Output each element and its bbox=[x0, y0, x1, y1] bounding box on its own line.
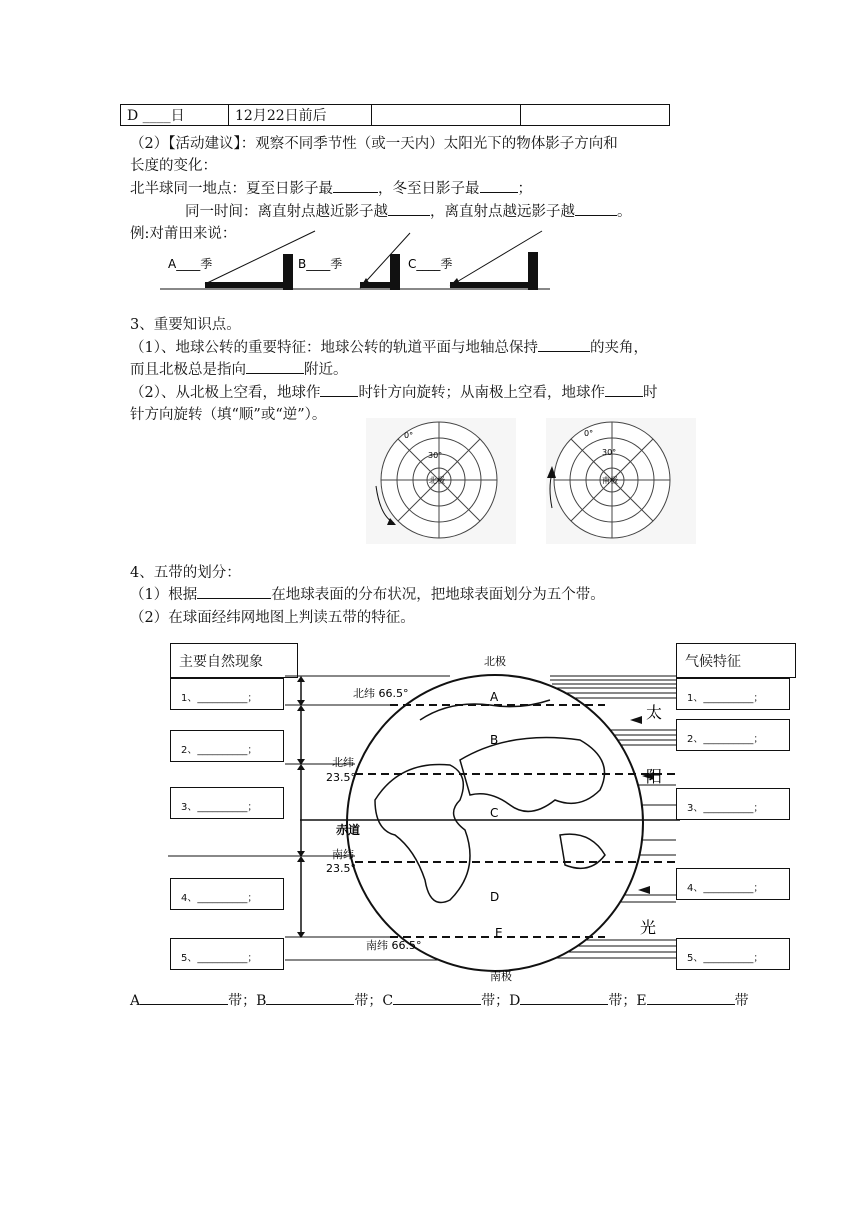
text: A bbox=[130, 993, 141, 1009]
lat-n235-label-a: 北纬 bbox=[332, 756, 354, 769]
rotation-line bbox=[130, 381, 657, 402]
polar-view-diagrams bbox=[366, 418, 706, 544]
shadow-label-a: A____季 bbox=[168, 257, 213, 271]
zone-d-label: D bbox=[490, 890, 500, 904]
text: 的夹角， bbox=[589, 340, 648, 356]
equator-label: 赤道 bbox=[336, 823, 361, 837]
shadow-label-c: C____季 bbox=[408, 257, 453, 271]
revolution-feature-line bbox=[130, 336, 648, 357]
item-text: 3、__________； bbox=[181, 802, 258, 813]
deg-0-label: 0° bbox=[584, 429, 594, 438]
text: ，离直射点越远影子越 bbox=[430, 204, 575, 220]
text: 时 bbox=[642, 385, 658, 401]
phenomenon-box-5[interactable] bbox=[170, 938, 284, 970]
climate-box-5[interactable] bbox=[676, 938, 790, 970]
left-header: 主要自然现象 bbox=[179, 654, 263, 670]
item-text: 2、__________； bbox=[181, 745, 258, 756]
text: 带；D bbox=[481, 993, 521, 1009]
table-cell: 12月22日前后 bbox=[229, 105, 372, 126]
text: 附近。 bbox=[304, 362, 348, 378]
lat-s665-label: 南纬 66.5° bbox=[366, 939, 422, 952]
zone-a-label: A bbox=[490, 690, 499, 704]
text: （2）、从北极上空看，地球作 bbox=[130, 385, 321, 401]
text: ； bbox=[517, 181, 532, 197]
blank[interactable] bbox=[480, 178, 518, 193]
section3-title: 3、重要知识点。 bbox=[130, 317, 241, 333]
blank[interactable] bbox=[538, 337, 590, 352]
text: 而且北极总是指向 bbox=[130, 362, 246, 378]
text: ，冬至日影子最 bbox=[378, 181, 480, 197]
deg-0-label: 0° bbox=[404, 431, 414, 440]
text: 北半球同一地点：夏至日影子最 bbox=[130, 181, 333, 197]
blank[interactable] bbox=[197, 584, 271, 599]
text: 带；C bbox=[354, 993, 394, 1009]
climate-box-4[interactable] bbox=[676, 868, 790, 900]
north-pole-label: 北极 bbox=[484, 655, 506, 668]
sunlight-label-2: 阳 bbox=[646, 767, 663, 786]
blank[interactable] bbox=[647, 990, 735, 1005]
lat-n235-label-b: 23.5° bbox=[326, 771, 356, 784]
blank[interactable] bbox=[605, 382, 643, 397]
activity-line-2: 长度的变化： bbox=[130, 158, 217, 174]
climate-box-3[interactable] bbox=[676, 788, 790, 820]
shadow-diagram bbox=[160, 228, 560, 294]
blank[interactable] bbox=[520, 990, 608, 1005]
deg-30-label: 30° bbox=[428, 451, 443, 460]
phenomenon-box-4[interactable] bbox=[170, 878, 284, 910]
example-line: 例:对莆田来说： bbox=[130, 226, 237, 242]
shadow-direct-point-line bbox=[185, 200, 632, 221]
zone-b-label: B bbox=[490, 733, 499, 747]
text: 。 bbox=[617, 204, 632, 220]
sunlight-label-3: 光 bbox=[640, 918, 657, 937]
item-text: 5、__________； bbox=[181, 953, 258, 964]
south-pole-label: 南极 bbox=[490, 970, 512, 983]
blank[interactable] bbox=[320, 382, 358, 397]
blank[interactable] bbox=[266, 990, 354, 1005]
phenomenon-box-3[interactable] bbox=[170, 787, 284, 819]
climate-box-2[interactable] bbox=[676, 719, 790, 751]
north-pole-label: 北极 bbox=[429, 476, 445, 485]
table-cell bbox=[521, 105, 670, 126]
shadow-length-line bbox=[130, 177, 532, 198]
text: （1）、地球公转的重要特征：地球公转的轨道平面与地轴总保持 bbox=[130, 340, 538, 356]
right-header-box bbox=[676, 643, 796, 678]
lat-n665-label: 北纬 66.5° bbox=[353, 687, 409, 700]
judge-features-line: （2）在球面经纬网地图上判读五带的特征。 bbox=[130, 610, 415, 626]
south-pole-label: 南极 bbox=[602, 476, 618, 485]
text: 带；E bbox=[608, 993, 647, 1009]
sunlight-label-1: 太 bbox=[646, 703, 663, 722]
item-text: 5、__________； bbox=[687, 953, 764, 964]
table-cell: D ____日 bbox=[121, 105, 229, 126]
item-text: 2、__________； bbox=[687, 734, 764, 745]
item-text: 1、__________； bbox=[687, 693, 764, 704]
blank[interactable] bbox=[333, 178, 378, 193]
blank[interactable] bbox=[393, 990, 481, 1005]
item-text: 4、__________； bbox=[687, 883, 764, 894]
text: 在地球表面的分布状况，把地球表面划分为五个带。 bbox=[271, 587, 605, 603]
lat-s235-label-b: 23.5° bbox=[326, 862, 356, 875]
table-row bbox=[121, 105, 670, 126]
summary-table bbox=[120, 104, 670, 126]
blank[interactable] bbox=[140, 990, 228, 1005]
blank[interactable] bbox=[575, 201, 617, 216]
zone-e-label: E bbox=[495, 926, 503, 940]
blank[interactable] bbox=[388, 201, 430, 216]
table-cell bbox=[372, 105, 521, 126]
climate-box-1[interactable] bbox=[676, 678, 790, 710]
text: （1）根据 bbox=[130, 587, 198, 603]
phenomenon-box-1[interactable] bbox=[170, 678, 284, 710]
item-text: 4、__________； bbox=[181, 893, 258, 904]
text: 带 bbox=[734, 993, 749, 1009]
blank[interactable] bbox=[246, 359, 304, 374]
right-header: 气候特征 bbox=[685, 654, 741, 670]
phenomenon-box-2[interactable] bbox=[170, 730, 284, 762]
text: 时针方向旋转；从南极上空看，地球作 bbox=[358, 385, 605, 401]
text: 同一时间：离直射点越近影子越 bbox=[185, 204, 388, 220]
zone-names-line bbox=[130, 990, 749, 1010]
division-basis-line bbox=[130, 583, 605, 604]
north-pole-line bbox=[130, 358, 348, 379]
shadow-label-b: B____季 bbox=[298, 257, 343, 271]
item-text: 3、__________； bbox=[687, 803, 764, 814]
zone-c-label: C bbox=[490, 806, 499, 820]
lat-s235-label-a: 南纬 bbox=[332, 848, 354, 861]
text: 带；B bbox=[228, 993, 267, 1009]
item-text: 1、__________； bbox=[181, 693, 258, 704]
rotation-line-2: 针方向旋转（填“顺”或“逆”）。 bbox=[130, 407, 327, 423]
deg-30-label: 30° bbox=[602, 448, 617, 457]
section4-title: 4、五带的划分： bbox=[130, 565, 241, 581]
activity-line-1: （2）【活动建议】：观察不同季节性（或一天内）太阳光下的物体影子方向和 bbox=[130, 136, 618, 152]
